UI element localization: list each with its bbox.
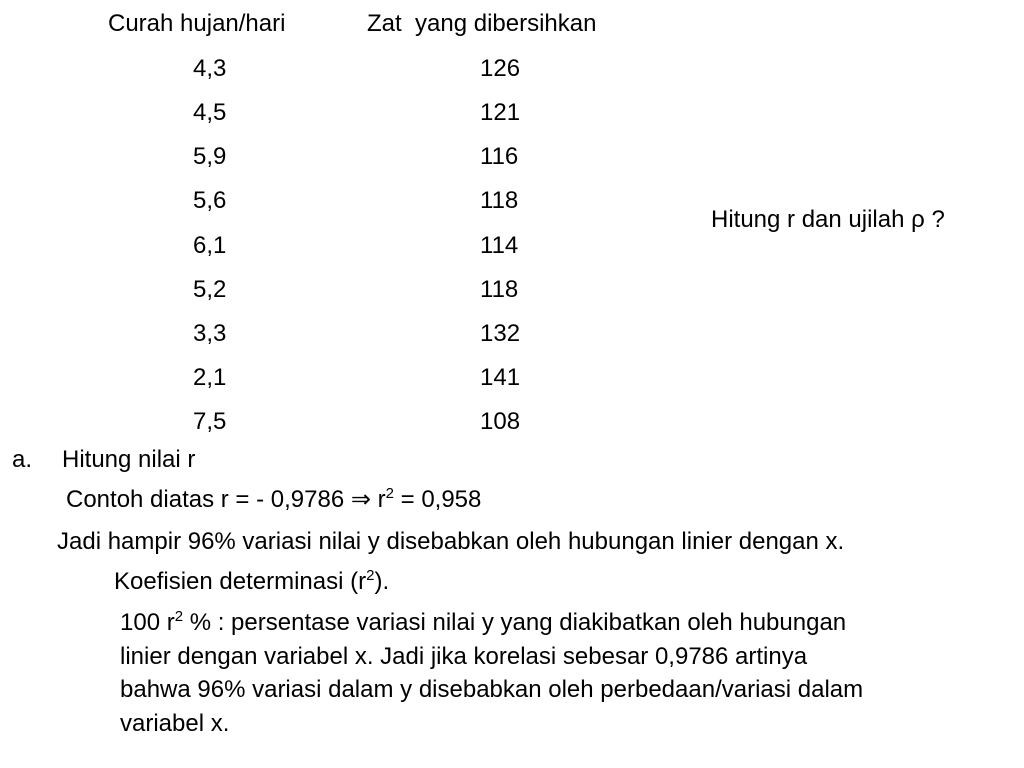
column-header-rainfall: Curah hujan/hari: [108, 10, 286, 37]
table-cell-substance: 118: [480, 187, 519, 214]
table-cell-substance: 108: [480, 408, 521, 435]
paragraph-prefix: 100 r: [120, 609, 175, 636]
determination-coefficient-label: [114, 568, 389, 596]
table-cell-rainfall: 4,3: [193, 55, 227, 82]
table-cell-rainfall: 6,1: [193, 232, 227, 259]
paragraph-line: linier dengan variabel x. Jadi jika korelasi sebesar 0,9786 artinya: [120, 642, 808, 670]
table-cell-rainfall: 5,9: [193, 143, 227, 170]
table-cell-substance: 121: [480, 99, 521, 126]
paragraph-line-rest: % : persentase variasi nilai y yang diakibatkan oleh hubungan: [183, 609, 847, 636]
explanation-paragraph: [120, 606, 1010, 740]
paragraph-line: variabel x.: [120, 709, 230, 737]
determination-prefix: Koefisien determinasi (r: [114, 568, 367, 595]
table-cell-rainfall: 7,5: [193, 408, 227, 435]
column-header-substance: Zat yang dibersihkan: [367, 10, 597, 37]
table-cell-substance: 114: [480, 232, 519, 259]
table-cell-substance: 116: [480, 143, 519, 170]
table-cell-substance: 141: [480, 364, 521, 391]
table-cell-rainfall: 2,1: [193, 364, 227, 391]
conclusion-text: Jadi hampir 96% variasi nilai y disebabkan oleh hubungan linier dengan x.: [57, 528, 845, 555]
example-equation-exponent: 2: [385, 485, 394, 502]
table-cell-rainfall: 5,2: [193, 276, 227, 303]
example-equation-prefix: Contoh diatas r = - 0,9786 ⇒ r: [66, 486, 386, 513]
example-equation: [66, 486, 481, 514]
paragraph-line: [120, 606, 1010, 640]
table-cell-rainfall: 3,3: [193, 320, 227, 347]
table-cell-substance: 126: [480, 55, 521, 82]
table-cell-rainfall: 4,5: [193, 99, 227, 126]
question-text: Hitung r dan ujilah ρ ?: [711, 206, 945, 233]
section-title: Hitung nilai r: [62, 446, 196, 473]
paragraph-exponent: 2: [174, 608, 184, 625]
table-cell-rainfall: 5,6: [193, 187, 227, 214]
example-equation-suffix: = 0,958: [393, 486, 482, 513]
paragraph-line: bahwa 96% variasi dalam y disebabkan oleh perbedaan/variasi dalam: [120, 676, 864, 703]
section-marker: a.: [12, 446, 33, 473]
table-cell-substance: 132: [480, 320, 521, 347]
table-cell-substance: 118: [480, 276, 519, 303]
determination-suffix: ).: [374, 568, 390, 595]
determination-exponent: 2: [366, 567, 375, 584]
